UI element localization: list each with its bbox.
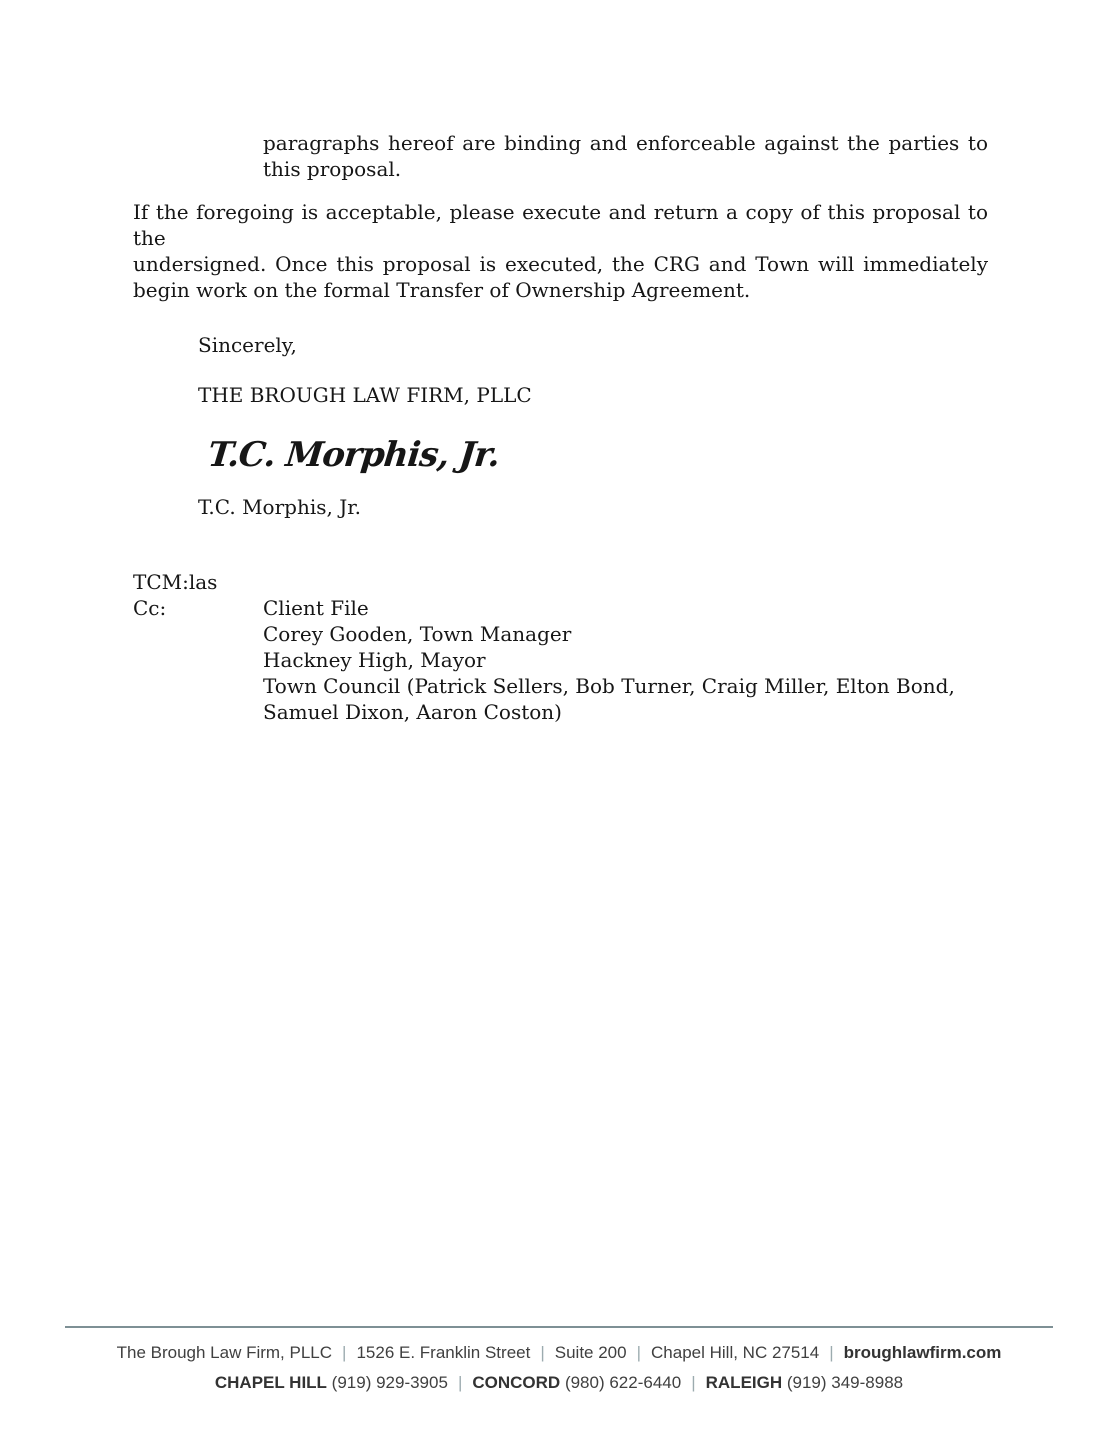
letter-body — [133, 130, 988, 725]
signer-name: T.C. Morphis, Jr. — [198, 495, 361, 519]
footer-office-raleigh: RALEIGH — [705, 1373, 783, 1392]
separator-pipe: | — [540, 1343, 545, 1362]
firm-name: THE BROUGH LAW FIRM, PLLC — [198, 383, 532, 407]
paragraph-line: If the foregoing is acceptable, please execute and return a copy of this proposal to the — [133, 200, 988, 250]
paragraph-line: begin work on the formal Transfer of Ownership Agreement. — [133, 278, 751, 302]
footer-phone-chapel-hill: (919) 929-3905 — [331, 1373, 448, 1392]
letterhead-footer — [0, 1326, 1118, 1393]
paragraph-line: this proposal. — [263, 157, 402, 181]
closing-paragraph — [133, 199, 988, 303]
cc-label: Cc: — [133, 596, 167, 620]
typist-initials: TCM:las — [133, 570, 218, 594]
separator-pipe: | — [691, 1373, 696, 1392]
cc-block — [133, 595, 988, 725]
separator-pipe: | — [457, 1373, 463, 1392]
footer-office-chapel-hill: CHAPEL HILL — [214, 1373, 327, 1392]
footer-phone-concord: (980) 622-6440 — [564, 1373, 682, 1392]
cc-item: Hackney High, Mayor — [263, 648, 486, 672]
footer-website: broughlawfirm.com — [843, 1343, 1002, 1362]
footer-phone-line — [0, 1373, 1118, 1393]
cc-item: Corey Gooden, Town Manager — [263, 622, 572, 646]
footer-city: Chapel Hill, NC 27514 — [651, 1343, 820, 1362]
separator-pipe: | — [829, 1343, 834, 1362]
footer-street: 1526 E. Franklin Street — [356, 1343, 531, 1362]
cc-item: Client File — [263, 596, 369, 620]
separator-pipe: | — [342, 1343, 347, 1362]
separator-pipe: | — [636, 1343, 642, 1362]
footer-firm-name: The Brough Law Firm, PLLC — [116, 1343, 333, 1362]
footer-rule — [65, 1326, 1053, 1328]
paragraph-line: undersigned. Once this proposal is executed, the CRG and Town will immediately — [133, 252, 988, 276]
footer-address-line — [0, 1343, 1118, 1363]
cc-list — [263, 595, 988, 725]
footer-phone-raleigh: (919) 349-8988 — [786, 1373, 904, 1392]
cc-item: Town Council (Patrick Sellers, Bob Turner, Craig Miller, Elton Bond, — [263, 674, 955, 698]
cc-item: Samuel Dixon, Aaron Coston) — [263, 700, 562, 724]
salutation: Sincerely, — [198, 333, 297, 357]
paragraph-line: paragraphs hereof are binding and enforceable against the parties to — [263, 131, 988, 155]
carryover-paragraph — [263, 130, 988, 182]
footer-suite: Suite 200 — [554, 1343, 627, 1362]
handwritten-signature: T.C. Morphis, Jr. — [205, 435, 502, 475]
footer-office-concord: CONCORD — [472, 1373, 561, 1392]
